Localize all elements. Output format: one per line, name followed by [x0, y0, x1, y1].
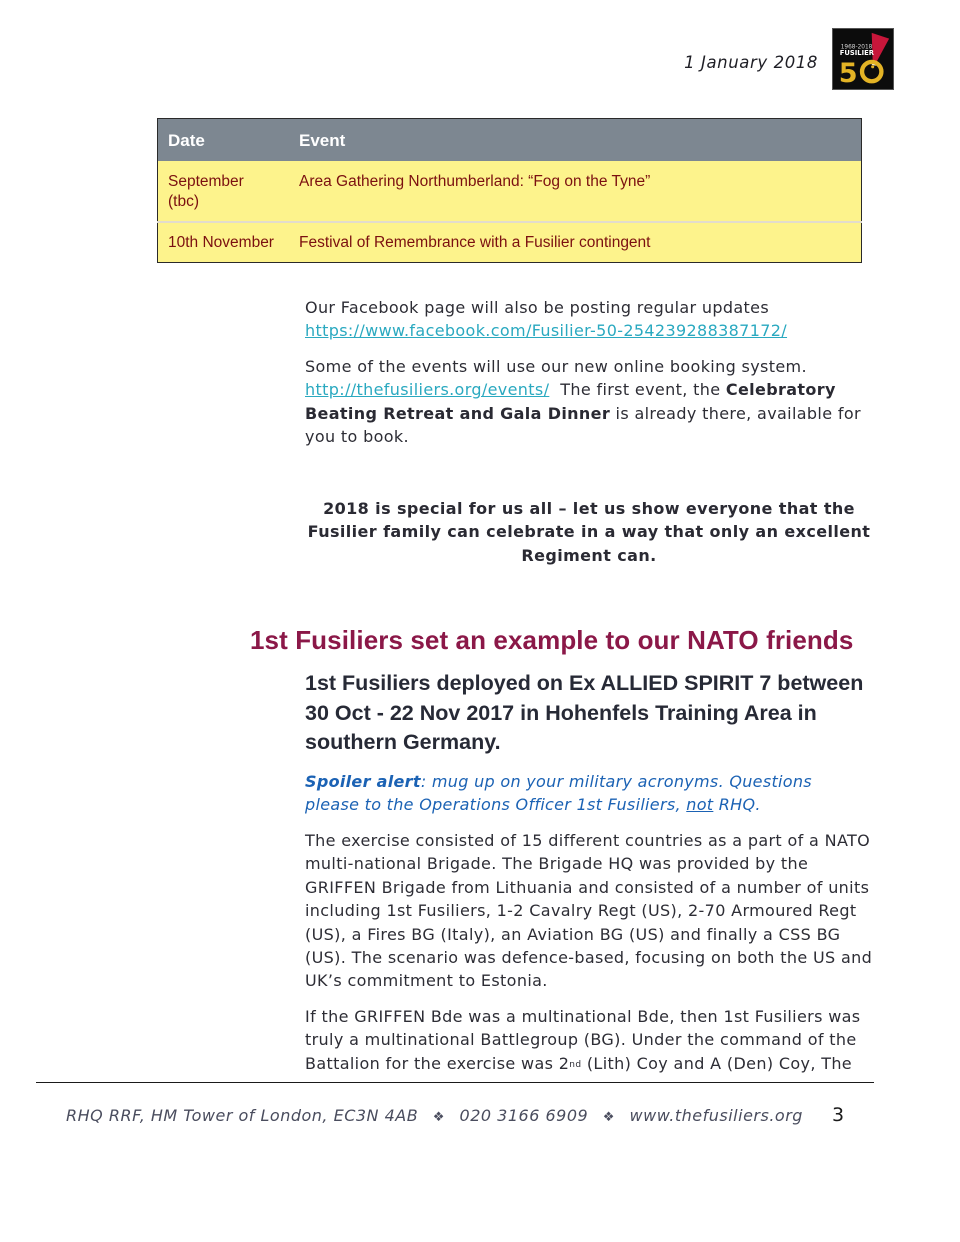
article-title: 1st Fusiliers set an example to our NATO friends	[250, 625, 854, 655]
events-link[interactable]: http://thefusiliers.org/events/	[305, 380, 550, 400]
footer-contact	[66, 1106, 803, 1125]
griffen-paragraph	[305, 1005, 875, 1075]
event-date: September (tbc)	[158, 161, 290, 222]
facebook-text: Our Facebook page will also be posting regular updates	[305, 298, 770, 317]
spoiler-emphasis: not	[686, 795, 714, 815]
event-name: Festival of Remembrance with a Fusilier contingent	[289, 222, 862, 263]
table-row	[158, 161, 862, 222]
footer-divider	[36, 1082, 874, 1083]
exercise-paragraph	[305, 829, 875, 993]
fusilier-50-logo-icon	[832, 28, 894, 90]
table-row	[158, 222, 862, 263]
booking-after-link: The first event, the	[560, 380, 721, 400]
table-header-row	[158, 119, 862, 162]
article-subtitle: 1st Fusiliers deployed on Ex ALLIED SPIRIT 7 between 30 Oct - 22 Nov 2017 in Hohenfels Training Area in southern Germany.	[305, 671, 864, 754]
column-header-date: Date	[158, 119, 290, 162]
svg-text:1968-2018: 1968-2018	[840, 44, 873, 51]
callout-text: 2018 is special for us all – let us show everyone that the Fusilier family can celebrate in a way that only an excellent Regiment can.	[307, 499, 871, 565]
griffen-text: If the GRIFFEN Bde was a multinational Bde, then 1st Fusiliers was truly a multinational Battlegroup (BG). Under the command of the Battalion for the exercise was 2	[305, 1007, 861, 1073]
event-date: 10th November	[158, 222, 290, 263]
facebook-link[interactable]: https://www.facebook.com/Fusilier-50-254239288387172/	[305, 321, 788, 341]
separator-icon: ❖	[432, 1110, 445, 1125]
booking-paragraph	[305, 355, 865, 449]
spoiler-alert	[305, 770, 865, 817]
booking-event-name: Celebratory Beating Retreat and Gala Dinner	[305, 380, 836, 423]
booking-text: Some of the events will use our new online booking system.	[305, 357, 807, 376]
footer-address: RHQ RRF, HM Tower of London, EC3N 4AB	[66, 1106, 419, 1125]
footer-website[interactable]: www.thefusiliers.org	[629, 1106, 803, 1125]
event-name: Area Gathering Northumberland: “Fog on the Tyne”	[289, 161, 862, 222]
svg-text:FUSILIER: FUSILIER	[839, 49, 874, 58]
svg-text:5: 5	[838, 58, 858, 89]
griffen-text-tail: (Lith) Coy and A (Den) Coy, The	[581, 1053, 853, 1073]
spoiler-tail: RHQ.	[718, 795, 761, 815]
spoiler-lead: Spoiler alert	[305, 772, 421, 791]
issue-date: 1 January 2018	[684, 53, 818, 72]
exercise-text: The exercise consisted of 15 different countries as a part of a NATO multi-national Brigade. The Brigade HQ was provided by the GRIFFEN Brigade from Lithuania and consisted of a number of units including 1st Fusiliers, 1-2 Cavalry Regt (US), 2-70 Armoured Regt (US), a Fires BG (Italy), an Aviation BG (US) and finally a CSS BG (US). The scenario was defence-based, focusing on both the US and UK’s commitment to Estonia.	[305, 831, 873, 991]
footer-phone: 020 3166 6909	[459, 1106, 589, 1125]
spoiler-text: : mug up on your military acronyms. Questions please to the Operations Officer 1st Fusiliers,	[305, 772, 812, 815]
booking-tail: is already there, available for you to book.	[305, 403, 861, 447]
page-number: 3	[832, 1104, 845, 1126]
facebook-paragraph	[305, 296, 865, 343]
ordinal-suffix: nd	[569, 1059, 582, 1070]
column-header-event: Event	[289, 119, 862, 162]
events-table	[157, 118, 862, 263]
separator-icon: ❖	[602, 1110, 615, 1125]
